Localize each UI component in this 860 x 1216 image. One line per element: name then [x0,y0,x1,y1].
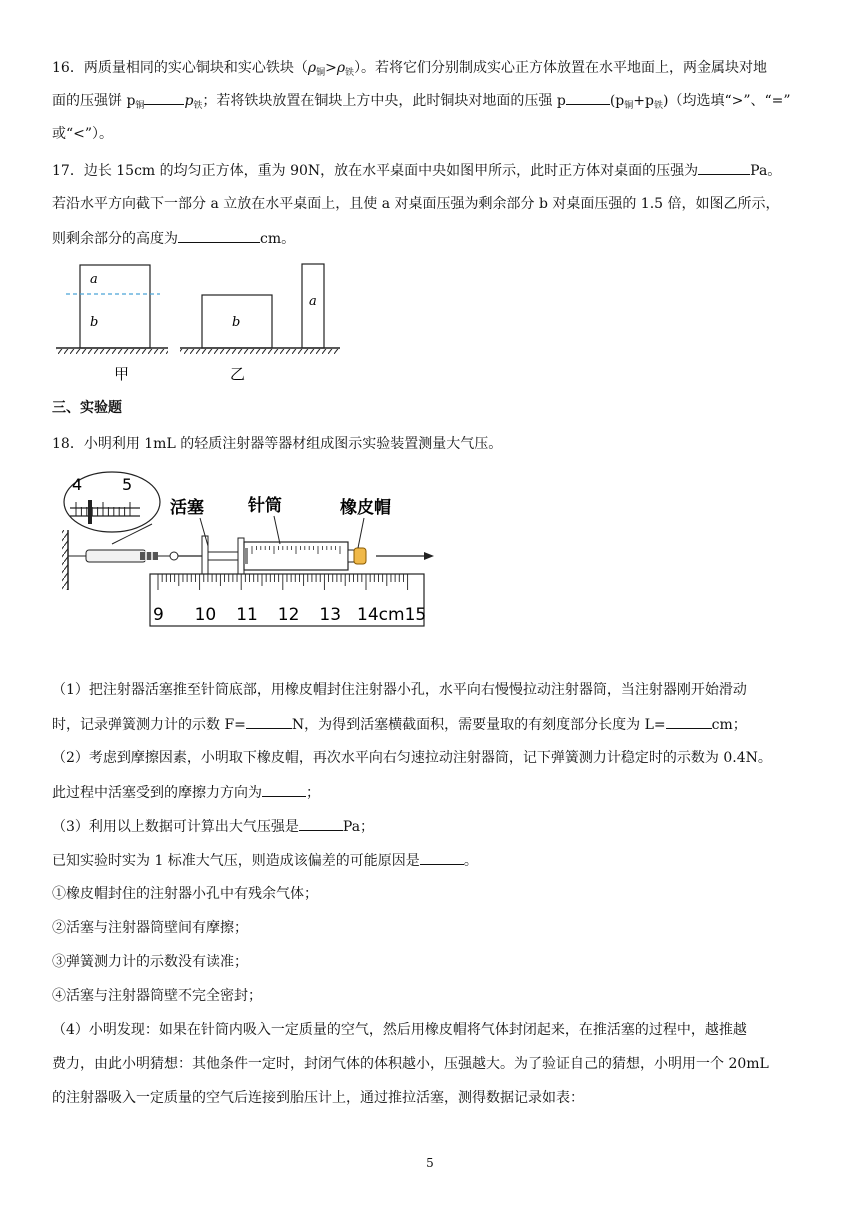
answer-blank[interactable] [420,850,464,865]
ground-left [56,349,168,354]
zoom-label-4: 4 [72,475,83,494]
syringe-figure [52,466,442,634]
barrel-flange [238,538,244,574]
ruler-label: 11 [236,605,258,625]
q18-intro: 18．小明利用 1mL 的轻质注射器等器材组成图示实验装置测量大气压。 [52,436,503,452]
q18-option-4: ④活塞与注射器筒壁不完全密封； [52,988,262,1004]
q17-line2: 若沿水平方向截下一部分 a 立放在水平桌面上，且使 a 对桌面压强为剩余部分 b 对桌面压强的 1.5 倍，如图乙所示， [52,196,780,212]
q18-option-2: ②活塞与注射器筒壁间有摩擦； [52,920,248,936]
answer-blank[interactable] [178,228,260,243]
label-barrel: 针筒 [248,496,282,516]
q18-p3-line1: （3）利用以上数据可计算出大气压强是 Pa； [52,816,374,837]
q18-p4-line1: （4）小明发现：如果在针筒内吸入一定质量的空气，然后用橡皮帽将气体封闭起来，在推活塞的过程中，越推越 [52,1022,747,1038]
ruler-labels [153,605,426,625]
label-a: a [90,272,98,287]
q17-line1: 17．边长 15cm 的均匀正方体，重为 90N，放在水平桌面中央如图甲所示，此时正方体对桌面的压强为 Pa。 [52,160,781,181]
ground-right [180,349,340,354]
q18-p3-line2: 已知实验时实为 1 标准大气压，则造成该偏差的可能原因是 。 [52,850,478,871]
q17-line3: 则剩余部分的高度为 cm。 [52,228,295,249]
ruler-label: 10 [194,605,217,625]
caption-yi: 乙 [230,365,246,383]
q18-p1-line2: 时，记录弹簧测力计的示数 F= N，为得到活塞横截面积，需要量取的有刻度部分长度为 L= cm； [52,714,747,735]
page-number: 5 [426,1156,434,1170]
ruler-label: 9 [153,605,164,625]
label-piston: 活塞 [170,498,204,518]
section-title: 三、实验题 [52,400,122,416]
pull-arrow-icon [424,552,434,560]
answer-blank[interactable] [666,714,712,729]
label-b: b [90,315,99,330]
label-a2: a [309,294,317,309]
q18-p1-line1: （1）把注射器活塞推至针筒底部，用橡皮帽封住注射器小孔，水平向右慢慢拉动注射器筒，当注射器刚开始滑动 [52,682,747,698]
answer-blank[interactable] [566,90,610,105]
answer-blank[interactable] [144,90,184,105]
answer-blank[interactable] [299,816,343,831]
q18-p2-line2: 此过程中活塞受到的摩擦力方向为 ； [52,782,320,803]
q16-line2: 面的压强饼 $p_铜$ $p_铁$；若将铁块放置在铜块上方中央，此时铜块对地面的压强 p $(p_铜+p_铁)$（均选填“>”、“=” [52,90,791,116]
cube-figure [52,258,352,388]
q18-option-1: ①橡皮帽封住的注射器小孔中有残余气体； [52,886,318,902]
q18-p4-line2: 费力，由此小明猜想：其他条件一定时，封闭气体的体积越小，压强越大。为了验证自己的猜想，小明用一个 20mL [52,1056,769,1072]
q18-option-3: ③弹簧测力计的示数没有读准； [52,954,248,970]
label-b2: b [232,315,241,330]
q18-p4-line3: 的注射器吸入一定质量的空气后连接到胎压计上，通过推拉活塞，测得数据记录如表： [52,1090,584,1106]
zoom-label-5: 5 [122,475,133,494]
ruler-label: 12 [277,605,300,625]
answer-blank[interactable] [698,160,750,175]
q18-p2-line1: （2）考虑到摩擦因素，小明取下橡皮帽，再次水平向右匀速拉动注射器筒，记下弹簧测力计稳定时的示数为 0.4N。 [52,750,772,766]
answer-blank[interactable] [246,714,292,729]
spring-scale [86,550,146,562]
ruler-label: 15 [404,605,427,625]
q16-line3: 或“<”）。 [52,126,114,142]
q16-line1: 16．两质量相同的实心铜块和实心铁块$(\rho_铜>\rho_铁)$。若将它们分别制成实心正方体放置在水平地面上，两金属块对地 [52,60,768,78]
ruler-label: 14cm [357,605,405,625]
ruler-label: 13 [319,605,342,625]
answer-blank[interactable] [262,782,306,797]
rubber-cap [354,548,366,564]
label-cap: 橡皮帽 [340,498,391,518]
caption-jia: 甲 [114,365,130,383]
wall [62,530,68,590]
